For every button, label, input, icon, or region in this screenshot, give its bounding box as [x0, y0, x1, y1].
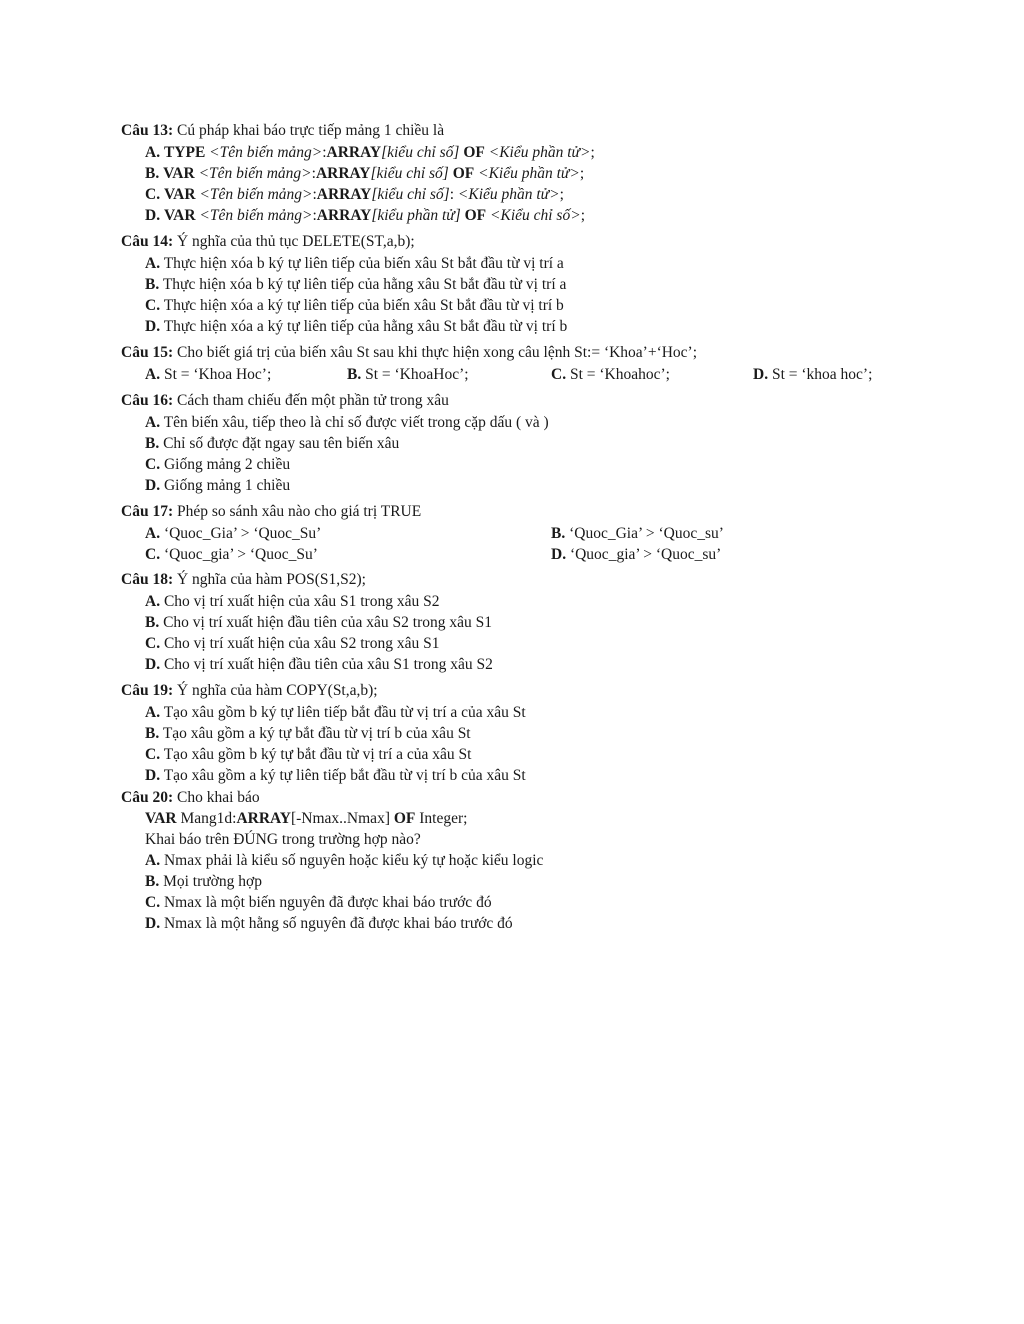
punct: :	[312, 207, 317, 224]
option-text: Giống mảng 2 chiều	[163, 456, 291, 473]
option-b	[145, 274, 566, 295]
option-b	[145, 433, 399, 454]
question-stem: Cho biết giá trị của biến xâu St sau khi thực hiện xong câu lệnh St:= ‘Khoa’+‘Hoc’;	[176, 344, 698, 361]
option-text: ‘Quoc_Gia’ > ‘Quoc_Su’	[163, 525, 322, 542]
question-15	[121, 342, 697, 363]
option-d	[145, 654, 493, 675]
option-c	[145, 544, 318, 565]
question-stem: Ý nghĩa của hàm POS(S1,S2);	[176, 571, 366, 588]
question-label: Câu 18:	[121, 571, 174, 588]
option-key: B.	[145, 614, 160, 631]
option-text: Nmax là một hằng số nguyên đã được khai báo trước đó	[163, 915, 513, 932]
keyword: OF	[452, 165, 475, 182]
option-d	[145, 913, 513, 934]
option-key: C.	[145, 186, 161, 203]
option-key: D.	[551, 546, 567, 563]
option-key: D.	[145, 207, 161, 224]
option-a	[145, 364, 271, 385]
question-16	[121, 390, 449, 411]
option-a	[145, 253, 564, 274]
option-a	[145, 850, 543, 871]
question-stem-2: Khai báo trên ĐÚNG trong trường hợp nào?	[145, 831, 421, 848]
option-key: B.	[145, 725, 160, 742]
placeholder: <Tên biến mảng>	[198, 165, 312, 182]
option-key: A.	[145, 852, 161, 869]
option-a	[145, 523, 321, 544]
option-text: Giống mảng 1 chiều	[163, 477, 291, 494]
option-key: D.	[145, 318, 161, 335]
keyword: ARRAY	[326, 144, 382, 161]
option-c	[551, 364, 670, 385]
punct: :	[449, 186, 458, 203]
option-key: B.	[347, 366, 362, 383]
option-text: Chỉ số được đặt ngay sau tên biến xâu	[163, 435, 400, 452]
option-text: Tên biến xâu, tiếp theo là chỉ số được viết trong cặp dấu ( và )	[163, 414, 549, 431]
question-20	[121, 787, 260, 808]
option-key: D.	[145, 477, 161, 494]
option-d	[145, 765, 526, 786]
keyword: ARRAY	[236, 810, 291, 827]
option-text: Cho vị trí xuất hiện đầu tiên của xâu S2 trong xâu S1	[163, 614, 492, 631]
placeholder: <Kiểu phần tử>	[488, 144, 591, 161]
option-text: Tạo xâu gồm a ký tự liên tiếp bắt đầu từ vị trí b của xâu St	[163, 767, 526, 784]
option-d	[753, 364, 872, 385]
option-key: D.	[753, 366, 769, 383]
option-b	[145, 723, 471, 744]
keyword: OF	[463, 144, 485, 161]
option-key: C.	[145, 894, 161, 911]
option-b	[145, 871, 262, 892]
question-14	[121, 231, 415, 252]
question-19	[121, 680, 378, 701]
question-label: Câu 14:	[121, 233, 174, 250]
option-key: C.	[145, 635, 161, 652]
keyword: VAR	[145, 810, 177, 827]
keyword: TYPE	[163, 144, 206, 161]
option-text: Thực hiện xóa a ký tự liên tiếp của biến xâu St bắt đầu từ vị trí b	[163, 297, 564, 314]
keyword: VAR	[163, 207, 196, 224]
option-d	[551, 544, 721, 565]
code-text: Mang1d:	[176, 810, 237, 827]
punct: :	[311, 165, 316, 182]
option-key: B.	[145, 165, 160, 182]
option-text: Nmax phải là kiểu số nguyên hoặc kiểu ký tự hoặc kiểu logic	[163, 852, 544, 869]
option-key: D.	[145, 915, 161, 932]
question-13	[121, 120, 444, 141]
option-text: Cho vị trí xuất hiện của xâu S1 trong xâu S2	[163, 593, 440, 610]
keyword: VAR	[163, 186, 196, 203]
option-text: Cho vị trí xuất hiện đầu tiên của xâu S1 trong xâu S2	[163, 656, 493, 673]
option-text: ‘Quoc_gia’ > ‘Quoc_su’	[569, 546, 722, 563]
option-text: Tạo xâu gồm b ký tự liên tiếp bắt đầu từ vị trí a của xâu St	[163, 704, 526, 721]
option-key: A.	[145, 366, 161, 383]
placeholder: <Tên biến mảng>	[199, 186, 313, 203]
option-b	[551, 523, 724, 544]
keyword: OF	[393, 810, 416, 827]
placeholder: <Kiểu chỉ số>	[490, 207, 581, 224]
option-text: ‘Quoc_Gia’ > ‘Quoc_su’	[569, 525, 724, 542]
question-label: Câu 15:	[121, 344, 174, 361]
option-key: C.	[145, 456, 161, 473]
keyword: ARRAY	[315, 165, 371, 182]
option-key: B.	[145, 276, 160, 293]
question-17	[121, 501, 421, 522]
placeholder: <Tên biến mảng>	[209, 144, 323, 161]
option-key: A.	[145, 593, 161, 610]
option-d	[145, 316, 567, 337]
code-declaration	[145, 808, 467, 829]
punct: ;	[590, 144, 595, 161]
placeholder: <Kiểu phần tử>	[478, 165, 580, 182]
option-key: A.	[145, 525, 161, 542]
punct: ;	[579, 165, 585, 182]
question-stem: Ý nghĩa của hàm COPY(St,a,b);	[176, 682, 378, 699]
keyword: ARRAY	[316, 207, 372, 224]
option-text: ‘Quoc_gia’ > ‘Quoc_Su’	[163, 546, 318, 563]
keyword: OF	[464, 207, 487, 224]
option-a	[145, 142, 595, 163]
placeholder: [kiểu chỉ số]	[381, 144, 460, 161]
question-label: Câu 13:	[121, 122, 174, 139]
option-a	[145, 702, 526, 723]
option-d	[145, 475, 290, 496]
option-d	[145, 205, 585, 226]
option-key: D.	[145, 656, 161, 673]
option-text: St = ‘Khoahoc’;	[569, 366, 670, 383]
question-label: Câu 19:	[121, 682, 174, 699]
question-stem: Cú pháp khai báo trực tiếp mảng 1 chiều là	[176, 122, 445, 139]
option-text: St = ‘khoa hoc’;	[771, 366, 873, 383]
option-key: B.	[145, 435, 160, 452]
option-c	[145, 744, 471, 765]
option-text: Cho vị trí xuất hiện của xâu S2 trong xâu S1	[163, 635, 440, 652]
option-text: Thực hiện xóa b ký tự liên tiếp của biến xâu St bắt đầu từ vị trí a	[163, 255, 564, 272]
option-key: C.	[551, 366, 567, 383]
option-text: Nmax là một biến nguyên đã được khai báo trước đó	[163, 894, 492, 911]
option-c	[145, 892, 492, 913]
question-stem: Cho khai báo	[176, 789, 260, 806]
option-text: St = ‘KhoaHoc’;	[365, 366, 469, 383]
punct: ;	[580, 207, 585, 224]
option-c	[145, 454, 290, 475]
option-text: Thực hiện xóa a ký tự liên tiếp của hằng xâu St bắt đầu từ vị trí b	[163, 318, 568, 335]
option-b	[347, 364, 469, 385]
placeholder: [kiểu phần tử]	[371, 207, 461, 224]
punct: :	[322, 144, 327, 161]
option-key: C.	[145, 297, 161, 314]
keyword: ARRAY	[316, 186, 372, 203]
placeholder: [kiểu chỉ số]	[370, 165, 449, 182]
option-key: B.	[551, 525, 566, 542]
option-key: C.	[145, 746, 161, 763]
code-text: Integer;	[415, 810, 468, 827]
option-key: A.	[145, 255, 161, 272]
placeholder: [kiểu chỉ số]	[371, 186, 450, 203]
question-label: Câu 20:	[121, 789, 174, 806]
option-text: Mọi trường hợp	[163, 873, 262, 890]
option-key: D.	[145, 767, 161, 784]
question-stem: Phép so sánh xâu nào cho giá trị TRUE	[176, 503, 422, 520]
question-stem: Ý nghĩa của thủ tục DELETE(ST,a,b);	[176, 233, 415, 250]
question-label: Câu 17:	[121, 503, 174, 520]
placeholder: <Tên biến mảng>	[199, 207, 313, 224]
option-text: Thực hiện xóa b ký tự liên tiếp của hằng xâu St bắt đầu từ vị trí a	[162, 276, 567, 293]
option-b	[145, 163, 584, 184]
option-text: Tạo xâu gồm b ký tự bắt đầu từ vị trí a của xâu St	[163, 746, 472, 763]
option-c	[145, 633, 439, 654]
option-text: Tạo xâu gồm a ký tự bắt đầu từ vị trí b của xâu St	[162, 725, 471, 742]
option-key: A.	[145, 414, 161, 431]
question-stem: Cách tham chiếu đến một phần tử trong xâu	[176, 392, 449, 409]
keyword: VAR	[163, 165, 195, 182]
question-18	[121, 569, 366, 590]
punct: ;	[559, 186, 564, 203]
option-a	[145, 591, 439, 612]
option-text: St = ‘Khoa Hoc’;	[163, 366, 272, 383]
option-key: B.	[145, 873, 160, 890]
option-key: C.	[145, 546, 161, 563]
question-label: Câu 16:	[121, 392, 174, 409]
option-b	[145, 612, 492, 633]
option-c	[145, 295, 564, 316]
option-a	[145, 412, 549, 433]
placeholder: <Kiểu phần tử>	[457, 186, 560, 203]
punct: :	[312, 186, 317, 203]
option-key: A.	[145, 144, 161, 161]
option-c	[145, 184, 564, 205]
code-text: [-Nmax..Nmax]	[290, 810, 394, 827]
option-key: A.	[145, 704, 161, 721]
